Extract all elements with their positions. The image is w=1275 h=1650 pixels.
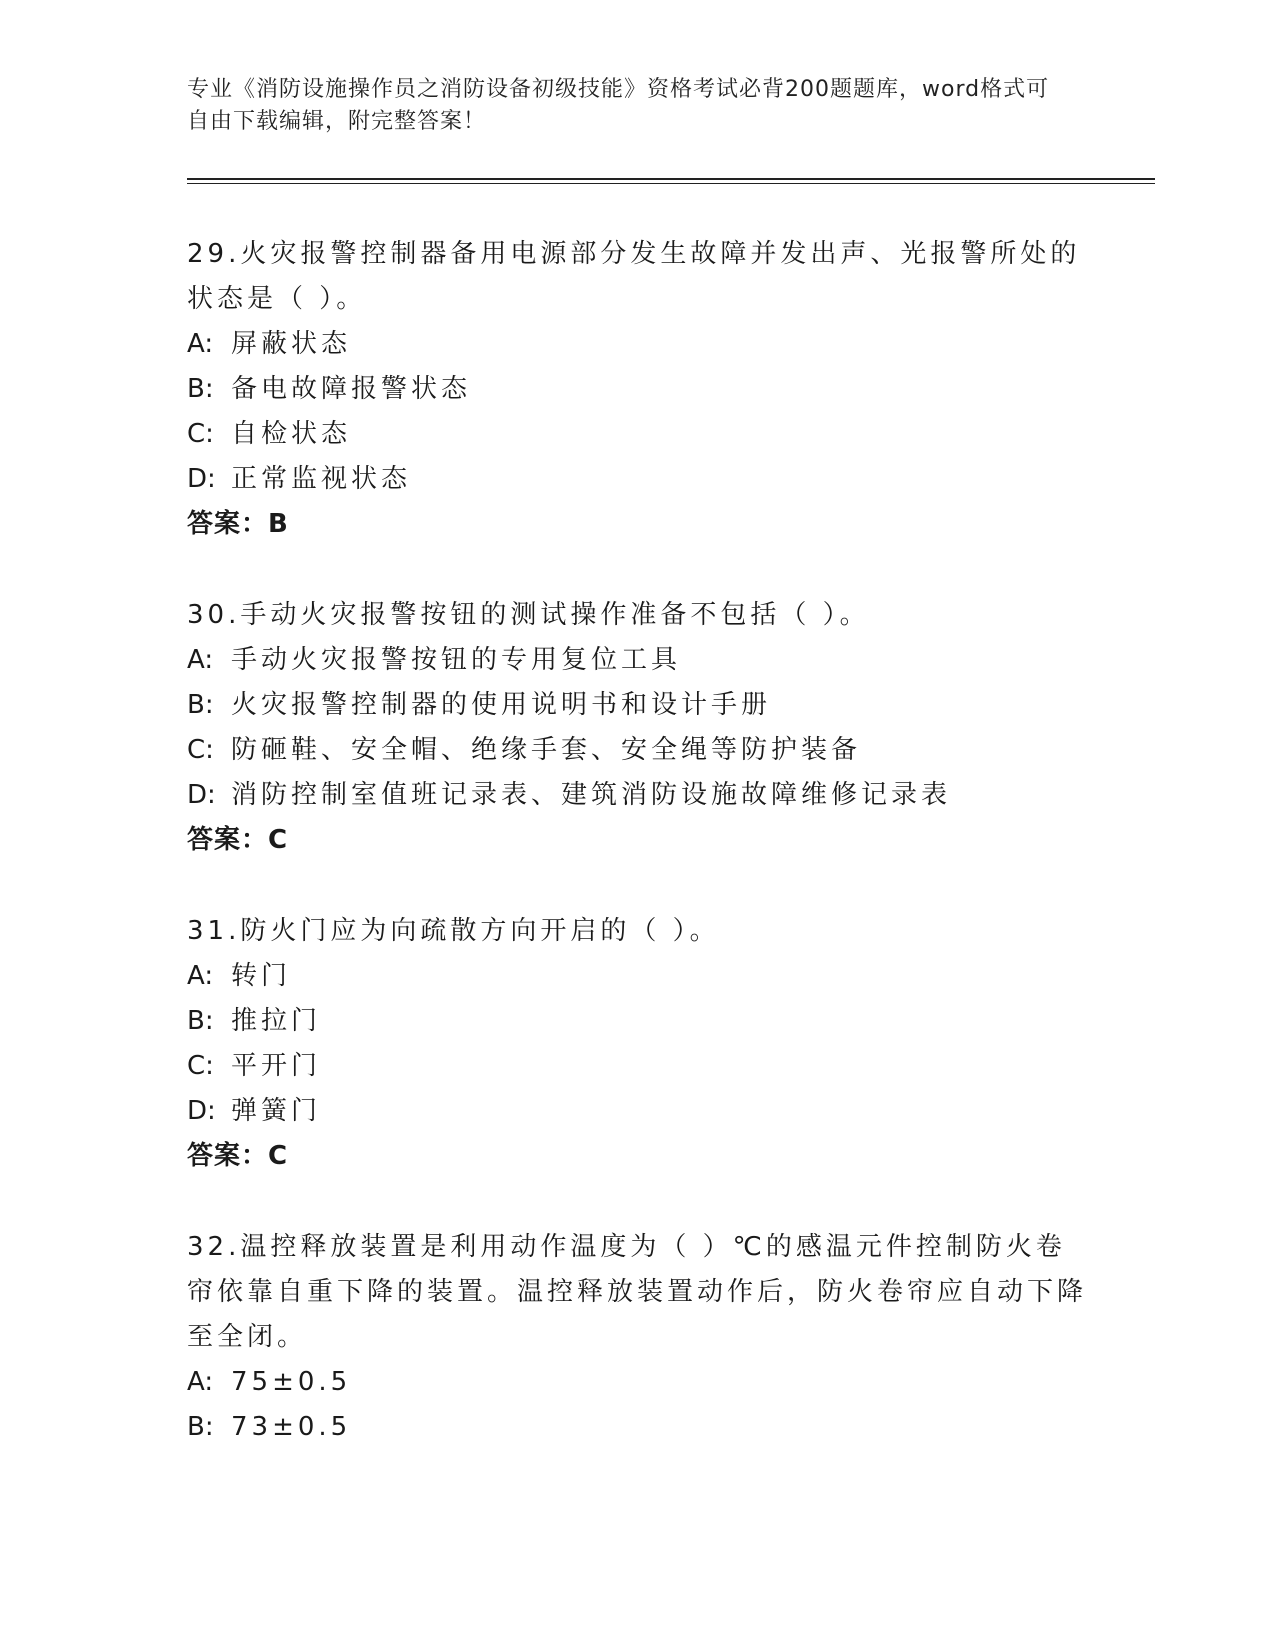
option-letter: D: bbox=[187, 1096, 216, 1126]
question-29 bbox=[187, 232, 1087, 547]
option-c bbox=[187, 412, 1087, 457]
option-text: 75±0.5 bbox=[231, 1367, 352, 1397]
option-letter: B: bbox=[187, 1412, 214, 1442]
option-letter: A: bbox=[187, 1367, 214, 1397]
option-letter: B: bbox=[187, 1006, 214, 1036]
question-list bbox=[187, 232, 1087, 1496]
option-text: 弹簧门 bbox=[231, 1096, 322, 1126]
option-a bbox=[187, 954, 1087, 999]
question-text: 29.火灾报警控制器备用电源部分发生故障并发出声、光报警所处的状态是（ ）。 bbox=[187, 239, 1081, 314]
option-letter: A: bbox=[187, 961, 214, 991]
option-letter: B: bbox=[187, 374, 214, 404]
option-text: 平开门 bbox=[231, 1051, 322, 1081]
option-c bbox=[187, 1044, 1087, 1089]
option-d bbox=[187, 1089, 1087, 1134]
option-text: 消防控制室值班记录表、建筑消防设施故障维修记录表 bbox=[231, 780, 952, 810]
option-d bbox=[187, 773, 1087, 818]
header-rule-thick bbox=[187, 178, 1155, 180]
option-letter: A: bbox=[187, 645, 214, 675]
option-letter: B: bbox=[187, 690, 214, 720]
option-a bbox=[187, 638, 1087, 683]
option-letter: C: bbox=[187, 1051, 214, 1081]
option-text: 火灾报警控制器的使用说明书和设计手册 bbox=[231, 690, 772, 720]
option-a bbox=[187, 1360, 1087, 1405]
option-letter: D: bbox=[187, 464, 216, 494]
answer-line: 答案：B bbox=[187, 509, 289, 539]
option-text: 转门 bbox=[231, 961, 292, 991]
option-d bbox=[187, 457, 1087, 502]
option-c bbox=[187, 728, 1087, 773]
option-text: 屏蔽状态 bbox=[231, 329, 352, 359]
option-text: 推拉门 bbox=[231, 1006, 322, 1036]
question-32 bbox=[187, 1225, 1087, 1450]
option-text: 正常监视状态 bbox=[231, 464, 412, 494]
option-letter: D: bbox=[187, 780, 216, 810]
option-text: 备电故障报警状态 bbox=[231, 374, 472, 404]
header-rule-thin bbox=[187, 183, 1155, 184]
question-text: 32.温控释放装置是利用动作温度为（ ）℃的感温元件控制防火卷帘依靠自重下降的装置。温控释放装置动作后，防火卷帘应自动下降至全闭。 bbox=[187, 1232, 1088, 1352]
option-text: 自检状态 bbox=[231, 419, 352, 449]
option-b bbox=[187, 999, 1087, 1044]
option-b bbox=[187, 683, 1087, 728]
question-text: 31.防火门应为向疏散方向开启的（ ）。 bbox=[187, 916, 720, 946]
option-letter: C: bbox=[187, 419, 214, 449]
option-text: 防砸鞋、安全帽、绝缘手套、安全绳等防护装备 bbox=[231, 735, 862, 765]
option-letter: C: bbox=[187, 735, 214, 765]
option-letter: A: bbox=[187, 329, 214, 359]
question-31 bbox=[187, 909, 1087, 1179]
answer-line: 答案：C bbox=[187, 1141, 289, 1171]
option-b bbox=[187, 1405, 1087, 1450]
question-30 bbox=[187, 593, 1087, 863]
option-text: 手动火灾报警按钮的专用复位工具 bbox=[231, 645, 682, 675]
option-a bbox=[187, 322, 1087, 367]
option-text: 73±0.5 bbox=[231, 1412, 352, 1442]
answer-line: 答案：C bbox=[187, 825, 289, 855]
option-b bbox=[187, 367, 1087, 412]
document-header: 专业《消防设施操作员之消防设备初级技能》资格考试必背200题题库，word格式可自由下载编辑，附完整答案！ bbox=[187, 77, 1050, 134]
question-text: 30.手动火灾报警按钮的测试操作准备不包括（ ）。 bbox=[187, 600, 870, 630]
